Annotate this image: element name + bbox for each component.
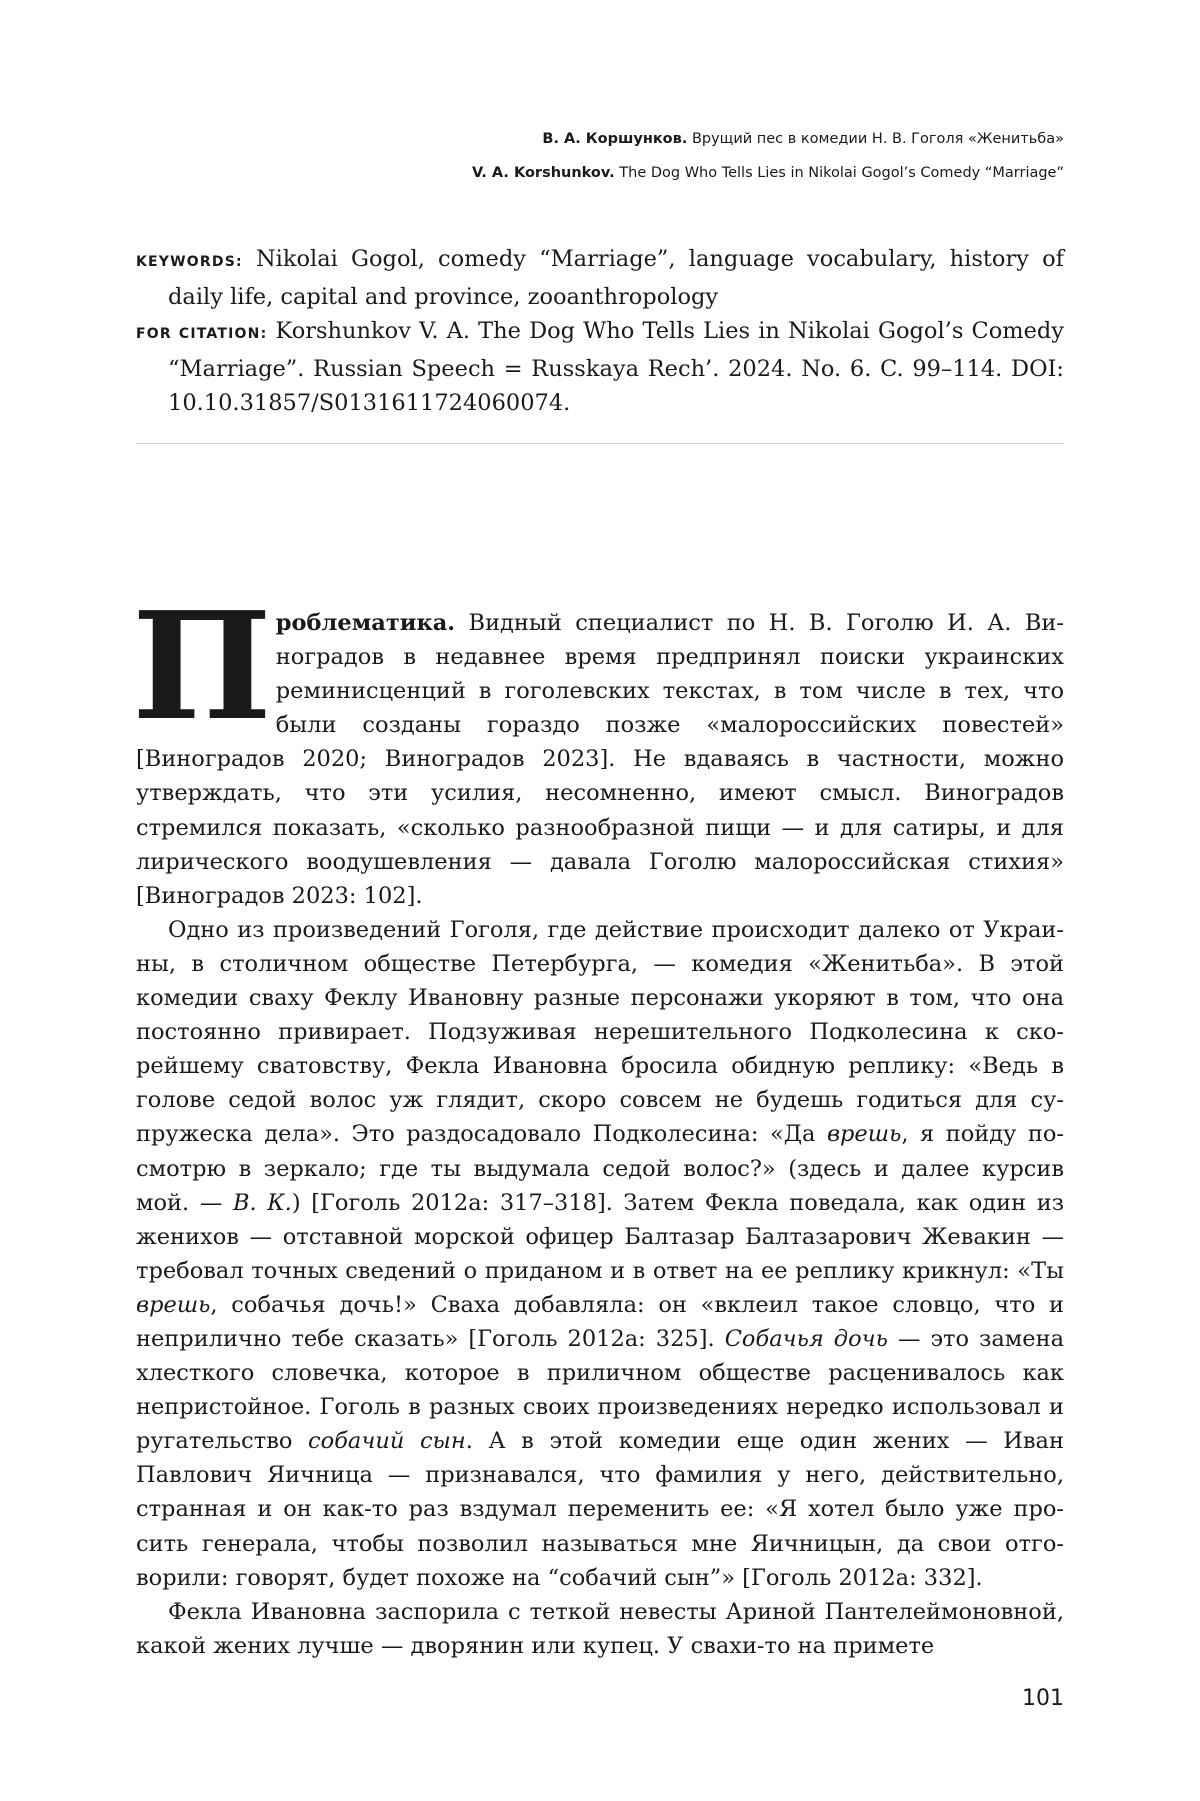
drop-cap: П: [132, 579, 272, 753]
running-head-en: [244, 156, 1064, 190]
emphasis-author-initials: В. К.: [232, 1189, 292, 1216]
emphasis-sobachya-doch: Собачья дочь: [724, 1325, 888, 1352]
running-head-en-title: The Dog Who Tells Lies in Nikolai Gogol’s Comedy “Marriage”: [619, 165, 1064, 181]
citation-text: Korshunkov V. A. The Dog Who Tells Lies in Nikolai Gogol’s Comedy “Marriage”. Russian Speech = Russkaya Rech’. 2024. No. 6. C. 99–114. DOI: 10.10.31857/S0131611724060074.: [168, 318, 1065, 416]
emphasis-vresh-2: врешь: [136, 1291, 211, 1318]
paragraph-2-text-c: ) [Гоголь 2012а: 317–318]. Затем Фекла поведала, как один из женихов — отставной морской офицер Балтазар Балтазарович Жевакин — требовал точных сведений о приданом и в ответ на ее реплику крикнул: «Ты: [136, 1189, 1065, 1284]
paragraph-2-text-d: , собачья дочь!» Сваха добавляла: он «вклеил такое словцо, что и неприлично тебе сказать» [Гоголь 2012а: 325].: [136, 1291, 1064, 1352]
keywords-label: KEYWORDS: [136, 254, 236, 270]
paragraph-1: [132, 579, 1065, 913]
keywords-block: KEYWORDS: Nikolai Gogol, comedy “Marriage”, language vocabulary, history of daily life, capital and province, zooanthropology: [136, 246, 1064, 310]
page-number: 101: [1022, 1686, 1064, 1711]
emphasis-vresh-1: врешь: [826, 1121, 902, 1148]
citation-label: FOR CITATION: [136, 326, 261, 342]
paragraph-1-text: Видный специалист по Н. В. Гоголю И. А. Виноградов в недавнее время предпринял поиски украинских реминисценций в гоголевских текстах, в том числе в тех, что были созданы гораздо позже «малороссийских повестей» [Виноградов 2020; Виноградов 2023]. Не вдаваясь в частности, можно утверждать, что эти усилия, несомненно, имеют смысл. Виноградов стремился показать, «сколько разнообразной пищи — и для сатиры, и для лирического воодушевления — давала Гоголю малороссийская стихия» [Виноградов 2023: 102].: [136, 610, 1065, 909]
emphasis-sobachiy-syn: собачий сын: [308, 1428, 466, 1455]
running-head-en-author: V. A. Korshunkov.: [472, 165, 615, 181]
keywords-text: Nikolai Gogol, comedy “Marriage”, language vocabulary, history of daily life, capital and province, zooanthropology: [168, 246, 1064, 310]
paragraph-2-text-e: — это замена хлесткого словечка, которое в приличном обществе расценивалось как непристойное. Гоголь в разных своих произведениях нередко использовал и ругательство: [136, 1325, 1064, 1455]
citation-block: FOR CITATION: Korshunkov V. A. The Dog Who Tells Lies in Nikolai Gogol’s Comedy “Marriage”. Russian Speech = Russkaya Rech’. 2024. No. 6. C. 99–114. DOI: 10.10.31857/S0131611724060074.: [136, 318, 1065, 416]
running-head-ru-author: В. А. Коршунков.: [542, 131, 688, 147]
paragraph-2-text-f: . А в этой комедии еще один жених — Иван Павлович Яичница — признавался, что фамилия у него, действительно, странная и он как-то раз вздумал переменить ее: «Я хотел было уже просить генерала, чтобы позволил называться мне Яичницын, да свои отговорили: говорят, будет похоже на “собачий сын”» [Гоголь 2012а: 332].: [136, 1428, 1064, 1591]
section-divider: [136, 443, 1064, 444]
paragraph-2: [136, 913, 1064, 1595]
article-body: [132, 579, 1065, 1663]
section-heading: роблематика.: [275, 610, 456, 636]
running-head-ru-title: Врущий пес в комедии Н. В. Гоголя «Женитьба»: [691, 131, 1064, 147]
article-metadata: [136, 242, 1064, 421]
running-head: [244, 122, 1064, 190]
running-head-ru: [244, 122, 1064, 156]
paragraph-2-text-b: , я пойду посмотрю в зеркало; где ты выдумала седой волос?» (здесь и далее курсив мой. —: [136, 1121, 1064, 1216]
paragraph-3-text: Фекла Ивановна заспорила с теткой невесты Ариной Пантелеймоновной, какой жених лучше — дворянин или купец. У свахи-то на примете: [136, 1598, 1064, 1659]
paragraph-2-text-a: Одно из произведений Гоголя, где действие происходит далеко от Украины, в столичном обществе Петербурга, — комедия «Женитьба». В этой комедии сваху Феклу Ивановну разные персонажи укоряют в том, что она постоянно привирает. Подзуживая нерешительного Подколесина к скорейшему сватовству, Фекла Ивановна бросила обидную реплику: «Ведь в голове седой волос уж глядит, скоро совсем не будешь годиться для супружеска дела». Это раздосадовало Подколесина: «Да: [136, 916, 1064, 1148]
paragraph-3: [136, 1595, 1064, 1663]
